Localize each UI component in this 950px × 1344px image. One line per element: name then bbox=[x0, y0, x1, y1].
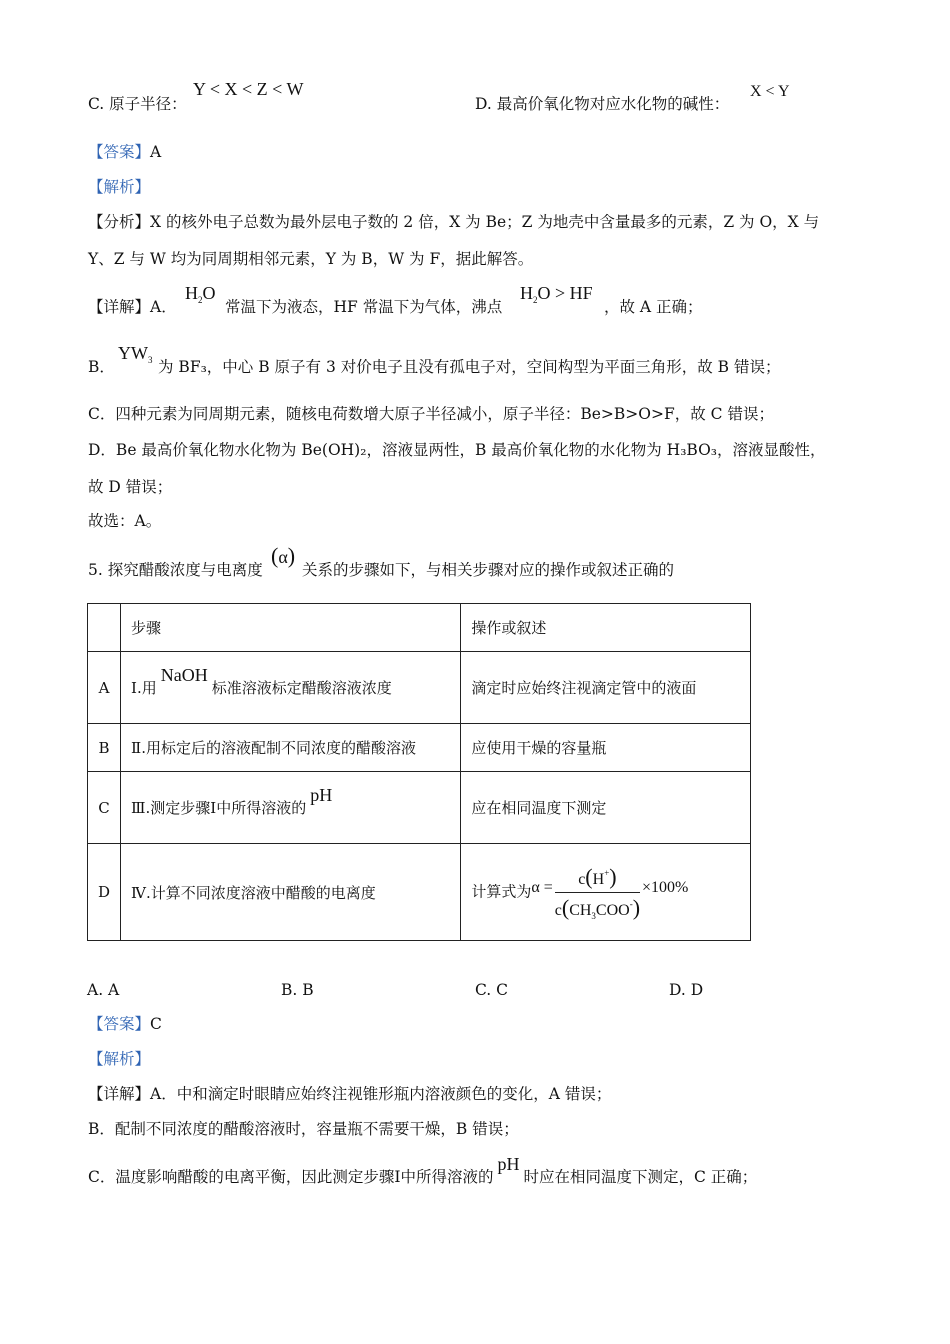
ph-symbol: pH bbox=[310, 785, 333, 805]
detail-a-mid: 常温下为液态，HF 常温下为气体，沸点 bbox=[225, 298, 503, 316]
steps-table bbox=[87, 603, 751, 941]
row-step bbox=[121, 772, 461, 844]
h2o-o: O bbox=[537, 283, 551, 303]
den-ion-a: CH bbox=[569, 901, 592, 919]
row-label: A bbox=[88, 652, 121, 724]
times-100: ×100% bbox=[642, 879, 689, 896]
row-step: Ⅳ.计算不同浓度溶液中醋酸的电离度 bbox=[121, 844, 461, 941]
den-sub: 3 bbox=[591, 910, 596, 921]
detail-c-post: 时应在相同温度下测定，C 正确； bbox=[523, 1168, 758, 1186]
header-empty-cell bbox=[88, 604, 121, 652]
ph-symbol: pH bbox=[497, 1154, 520, 1174]
header-op: 操作或叙述 bbox=[461, 604, 751, 652]
num-sup: + bbox=[604, 867, 610, 878]
q5-answer: C bbox=[150, 1015, 162, 1033]
h2o-formula-1 bbox=[185, 283, 216, 306]
detail-c-pre: C．温度影响醋酸的电离平衡，因此测定步骤Ⅰ中所得溶液的 bbox=[88, 1168, 494, 1186]
answer-tag: 【答案】 bbox=[88, 1015, 151, 1033]
h2o-o: O bbox=[202, 283, 216, 303]
fenxi-tag: 【分析】 bbox=[88, 213, 151, 231]
q5-detail-b: B．配制不同浓度的醋酸溶液时，容量瓶不需要干燥，B 错误； bbox=[88, 1120, 519, 1138]
h2o-formula-2 bbox=[520, 283, 593, 306]
header-step: 步骤 bbox=[121, 604, 461, 652]
fraction-denominator: $c(CH_3COO^-)$ bbox=[554, 894, 641, 921]
row-op: 滴定时应始终注视滴定管中的液面 bbox=[461, 652, 751, 724]
fenxi-text-1: X 的核外电子总数为最外层电子数的 2 倍，X 为 Be；Z 为地壳中含量最多的元素，Z 为 O，X 与 bbox=[150, 213, 820, 231]
row-op bbox=[461, 844, 751, 941]
detail-b-text: 为 BF₃，中心 B 原子有 3 对价电子且没有孤电子对，空间构型为平面三角形，故 B 错误； bbox=[158, 358, 781, 376]
detail-tag: 【详解】 bbox=[88, 298, 151, 316]
option-c-label: C. 原子半径： bbox=[88, 95, 187, 113]
h2o-cmp: > HF bbox=[555, 283, 593, 303]
option-d bbox=[475, 94, 729, 114]
detail-c: C．四种元素为同周期元素，随核电荷数增大原子半径减小，原子半径：Be>B>O>F，故 C 错误； bbox=[88, 405, 774, 423]
den-c: c bbox=[554, 901, 562, 919]
fraction-numerator: c(H+) bbox=[555, 864, 640, 893]
detail-a-end: ，故 A 正确； bbox=[604, 298, 703, 316]
q4-answer-line bbox=[88, 142, 161, 162]
row-label: C bbox=[88, 772, 121, 844]
q5-alpha: (α) bbox=[271, 543, 296, 568]
q5-option-d: D. D bbox=[669, 981, 704, 999]
q5-detail-c bbox=[88, 1154, 758, 1187]
row-step bbox=[121, 652, 461, 724]
table-row bbox=[88, 844, 751, 941]
detail-a-prefix: A． bbox=[150, 298, 177, 316]
h2o-sub: 2 bbox=[533, 295, 538, 305]
option-d-math: X < Y bbox=[750, 83, 790, 100]
detail-d-1: D．Be 最高价氧化物水化物为 Be(OH)₂，溶液显两性，B 最高价氧化物的水化物为 H₃BO₃，溶液显酸性， bbox=[88, 441, 826, 459]
q5-analysis-tag: 【解析】 bbox=[88, 1050, 151, 1068]
num-c: c bbox=[578, 870, 586, 888]
q5-detail-a bbox=[88, 1084, 611, 1104]
alpha-eq: α = bbox=[531, 879, 553, 896]
row-op: 应使用干燥的容量瓶 bbox=[461, 724, 751, 772]
table-header-row bbox=[88, 604, 751, 652]
h2o-h: H bbox=[185, 283, 198, 303]
yw3-base: YW bbox=[118, 343, 148, 363]
q4-fenxi-line2: Y、Z 与 W 均为同周期相邻元素，Y 为 B，W 为 F，据此解答。 bbox=[88, 250, 534, 268]
option-c-math: Y < X < Z < W bbox=[193, 79, 304, 99]
h2o-sub: 2 bbox=[198, 295, 203, 305]
q4-detail-a bbox=[88, 297, 177, 317]
q4-analysis-tag: 【解析】 bbox=[88, 178, 151, 196]
q4-answer: A bbox=[150, 143, 162, 161]
row-op: 应在相同温度下测定 bbox=[461, 772, 751, 844]
q5-detail-a-text: A．中和滴定时眼睛应始终注视锥形瓶内溶液颜色的变化，A 错误； bbox=[150, 1085, 612, 1103]
q5-option-a: A. A bbox=[87, 981, 120, 999]
option-d-label: D. 最高价氧化物对应水化物的碱性： bbox=[475, 95, 730, 113]
row-label: B bbox=[88, 724, 121, 772]
answer-tag: 【答案】 bbox=[88, 143, 151, 161]
alpha-fraction bbox=[555, 864, 640, 921]
h2o-h: H bbox=[520, 283, 533, 303]
row-label: D bbox=[88, 844, 121, 941]
q5-stem-end: 关系的步骤如下，与相关步骤对应的操作或叙述正确的 bbox=[302, 561, 675, 579]
table-row bbox=[88, 772, 751, 844]
q5-answer-line bbox=[88, 1014, 162, 1034]
table-row bbox=[88, 652, 751, 724]
step-text: Ⅲ.测定步骤Ⅰ中所得溶液的 bbox=[131, 799, 307, 817]
q5-option-c: C. C bbox=[475, 981, 509, 999]
detail-tag: 【详解】 bbox=[88, 1085, 151, 1103]
step-text: Ⅰ.用 bbox=[131, 679, 157, 697]
op-text: 计算式为 bbox=[471, 882, 532, 900]
q5-option-b: B. B bbox=[281, 981, 314, 999]
detail-b-prefix: B． bbox=[88, 358, 115, 376]
q4-fenxi-line1 bbox=[88, 212, 819, 232]
table-row bbox=[88, 724, 751, 772]
yw3-sub: 3 bbox=[148, 355, 153, 365]
naoh-formula: NaOH bbox=[160, 665, 208, 685]
den-sup: - bbox=[629, 898, 633, 909]
yw3-formula bbox=[118, 343, 153, 366]
alpha-symbol: α bbox=[278, 547, 288, 567]
q4-choose: 故选：A。 bbox=[88, 512, 162, 530]
q5-stem-start: 5. 探究醋酸浓度与电离度 bbox=[88, 561, 263, 579]
row-step: Ⅱ.用标定后的溶液配制不同浓度的醋酸溶液 bbox=[121, 724, 461, 772]
option-c bbox=[88, 94, 187, 114]
num-ion: H bbox=[592, 870, 605, 888]
step-text-post: 标准溶液标定醋酸溶液浓度 bbox=[211, 679, 392, 697]
detail-d-2: 故 D 错误； bbox=[88, 478, 173, 496]
den-ion-b: COO bbox=[595, 901, 630, 919]
